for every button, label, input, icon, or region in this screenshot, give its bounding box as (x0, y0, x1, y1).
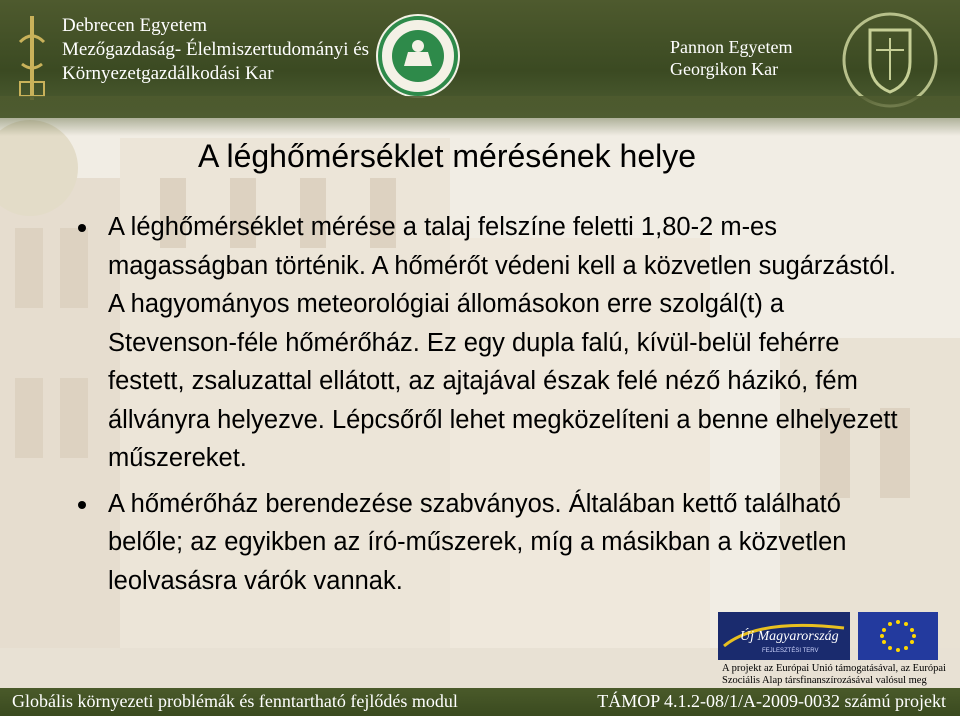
funding-logos (718, 608, 948, 688)
header-left-line-2: Mezőgazdaság- Élelmiszertudományi és (62, 39, 370, 60)
funding-note (722, 663, 952, 687)
funding-note-line-2: Szociális Alap társfinanszírozásával valósul meg (722, 675, 927, 686)
university-of-debrecen-logo-icon (14, 12, 50, 104)
header-fade (0, 96, 960, 136)
svg-text:Új Magyarország: Új Magyarország (740, 629, 839, 644)
header-bar (0, 0, 960, 118)
bullet-text: A hőmérőház berendezése szabványos. Általában kettő található belőle; az egyikben az író-műszerek, míg a másikban a közvetlen leolvasásra várók vannak. (108, 489, 847, 595)
header-right-line-2: Georgikon Kar (670, 59, 779, 79)
bullet-dot-icon (78, 224, 86, 232)
svg-text:FEJLESZTÉSI TERV: FEJLESZTÉSI TERV (762, 648, 819, 654)
faculty-seal-icon (374, 12, 462, 100)
uj-magyarorszag-logo (718, 612, 850, 660)
eu-flag-icon (858, 612, 938, 660)
footer-bar (0, 688, 960, 716)
bullet-text: A léghőmérséklet mérése a talaj felszíne feletti 1,80-2 m-es magasságban történik. A hőmérőt védeni kell a közvetlen sugárzástól. A hagyományos meteorológiai állomásokon erre szolgál(t) a Stevenson-féle hőmérőház. Ez egy dupla falú, kívül-belül fehérre festett, zsaluzattal ellátott, az ajtajával észak felé néző házikó, fém állványra helyezve. Lépcsőről lehet megközelíteni a benne elhelyezett műszereket. (108, 213, 898, 472)
bullet-dot-icon (78, 501, 86, 509)
debrecen-university-name (62, 14, 369, 86)
pannon-university-name (670, 36, 792, 80)
footer-project-id: TÁMOP 4.1.2-08/1/A-2009-0032 számú projekt (597, 691, 946, 711)
bullet-list (78, 208, 908, 600)
uj-magyarorszag-logo-icon (718, 612, 850, 660)
bullet-item (78, 485, 908, 601)
header-left-line-3: Környezetgazdálkodási Kar (62, 63, 274, 84)
header-right-line-1: Pannon Egyetem (670, 37, 793, 57)
pannon-university-crest-icon (840, 10, 940, 110)
footer-module-name: Globális környezeti problémák és fenntartható fejlődés modul (12, 691, 458, 711)
header-left-line-1: Debrecen Egyetem (62, 15, 208, 36)
slide-title: A léghőmérséklet mérésének helye (198, 138, 697, 174)
bullet-item (78, 208, 908, 478)
funding-note-line-1: A projekt az Európai Unió támogatásával, az Európai (722, 663, 946, 674)
